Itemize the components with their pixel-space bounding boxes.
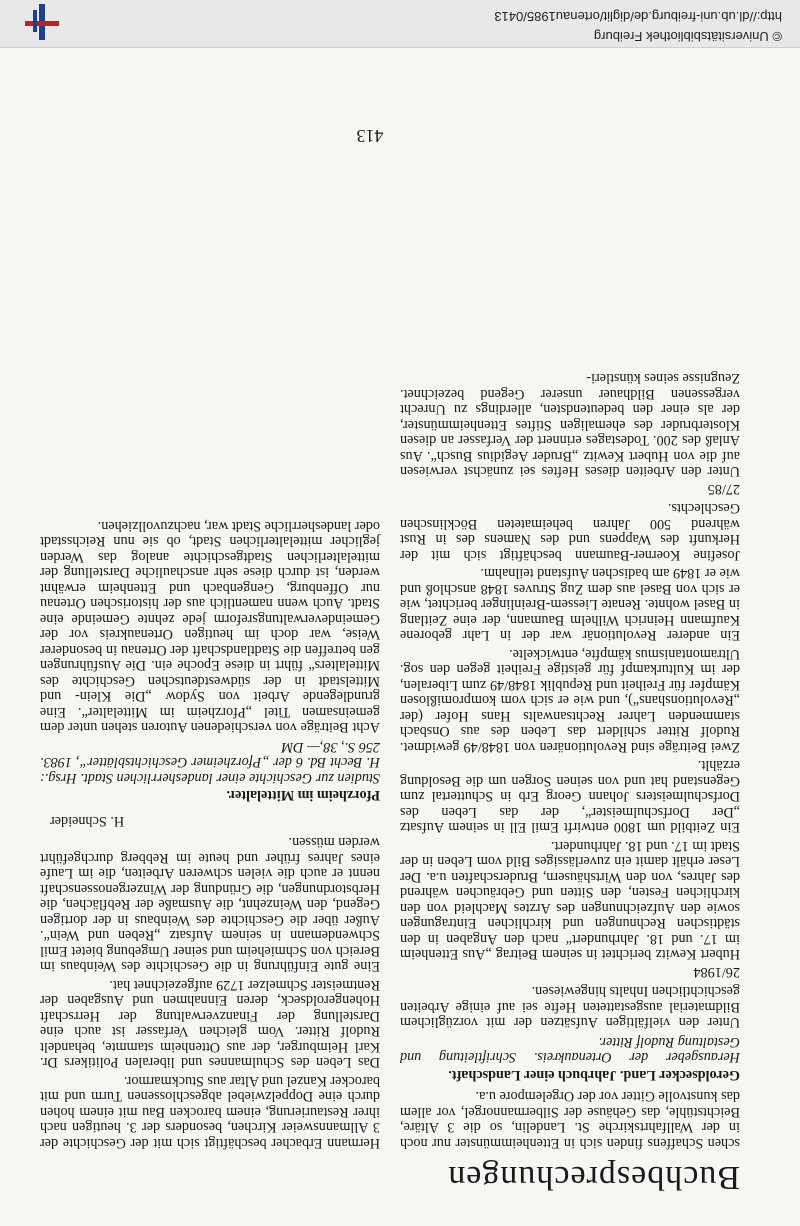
section-title: Buchbesprechungen	[447, 1159, 740, 1196]
review-geroldsecker-land	[400, 370, 740, 1082]
review-citation: Herausgeber der Ortenaukreis. Schriftleitung und Gestaltung Rudolf Ritter.	[400, 1034, 740, 1066]
paragraph: Das Leben des Schulmannes und liberalen Politikers Dr. Karl Heimburger, der aus Ottenheim stammte, behandelt Rudolf Ritter. Vom gleichen Verfasser ist auch eine Darstellung der Finanzverwaltung der Herrschaft Hohengeroldseck, deren Einnahmen und Ausgaben der Rentmeister Schmelzer 1729 aufgezeichnet hat.	[40, 977, 380, 1071]
paragraph: Ein anderer Revolutionär war der in Lahr geborene Kaufmann Heinrich Wilhelm Baumann, der eine Zeitlang in Basel wohnte. Renate Liessem-Breinlinger berichtet, wie er sich von Basel aus dem Zug Struves 1848 anschloß und wie er 1849 am badischen Aufstand teilnahm.	[400, 565, 740, 644]
volume-label: 26/1984	[693, 964, 740, 980]
review-citation: Studien zur Geschichte einer landesherrlichen Stadt. Hrsg.: H. Becht Bd. 6 der „Pforzheimer Geschichtsblätter“, 1983. 256 S., 38,— DM	[40, 739, 380, 786]
paragraph: Acht Beiträge von verschiedenen Autoren stehen unter dem gemeinsamen Titel „Pforzheim im Mittelalter“. Eine grundlegende Arbeit von Sydow „Die Klein- und Mittelstadt in der südwestdeutschen Geschichte des Mittelalters“ führt in diese Epoche ein. Die Ausführungen gen betreffen die Stadtlandschaft der Ortenau in besonderer Weise, war doch im heutigen Ortenaukreis vor der Gemeindeverwaltungsreform jede zehnte Gemeinde eine Stadt. Auch wenn namentlich aus der historischen Ortenau nur Offenburg, Gengenbach und Ettenheim erwähnt werden, ist durch diese sehr anschauliche Darstellung der mittelalterlichen Stadtgeschichte analog das Werden jeglicher mittelalterlichen Stadt, ob sie nun Reichsstadt oder landesherrliche Stadt war, nachzuvollziehen.	[40, 518, 380, 736]
paragraph: Hubert Kewitz berichtet in seinem Beitrag „Aus Ettenheim im 17. und 18. Jahrhundert“ nach den Angaben in den städtischen Rechnungen und kirchlichen Eintragungen sowie den Aufzeichnungen des Arztes Machleid von den kirchlichen Festen, den Sitten und Gebräuchen während des Jahres, von den Wirtshäusern, Bruderschaften u.a. Der Leser erhält damit ein zuverlässiges Bild vom Leben in der Stadt im 17. und 18. Jahrhundert.	[400, 838, 740, 963]
paragraph: Ein Zeitbild um 1800 entwirft Emil Ell in seinem Aufsatz „Der Dorfschulmeister“, der das Leben des Dorfschulmeisters Johann Georg Erb in Schuttertal zum Gegenstand hat und von seinen Sorgen um die Besoldung erzählt.	[400, 757, 740, 836]
left-column	[400, 150, 740, 1150]
paragraph: Josefine Koerner-Baumann beschäftigt sich mit der Herkunft des Wappens und des Namens des in Rust während 500 Jahren beheimateten Böcklinschen Geschlechts.	[400, 500, 740, 563]
paragraph: Eine gute Einführung in die Geschichte des Weinbaus im Bereich von Schmieheim und seiner Umgebung bietet Emil Schwendemann in seinem Aufsatz „Reben und Wein“. Außer über die Geschichte des Weinbaus in der dortigen Gegend, den Weinzehnt, die Ausmaße der Rebflächen, die Herbstordnungen, die Gründung der Winzergenossenschaft nennt er auch die vielen schweren Arbeiten, die im Laufe eines Jahres früher und heute im Rebberg durchgeführt werden müssen.	[40, 834, 380, 975]
university-logo-icon	[19, 4, 65, 40]
review-pforzheim	[40, 518, 380, 803]
paragraph: Unter den Arbeiten dieses Heftes sei zunächst verwiesen auf die von Hubert Kewitz „Bruder Aegidius Busch“. Aus Anlaß des 200. Todestages erinnert der Verfasser an diesen Klosterbruder des ehemaligen Stiftes Ettenheimmünster, der als einer den bedeutendsten, allerdings zu Unrecht vergessenen Bildhauer unserer Gegend bezeichnet. Zeugnisse seines künstleri-	[400, 370, 740, 480]
right-column	[40, 150, 380, 1150]
source-url[interactable]: http://dl.ub.uni-freiburg.de/diglit/ortenau1985/0413	[494, 9, 782, 24]
reviewer-signature: H. Schneider	[50, 813, 125, 829]
review-title: Geroldsecker Land. Jahrbuch einer Landschaft.	[448, 1067, 740, 1083]
review-title: Pforzheim im Mittelalter.	[226, 787, 380, 804]
volume-label: 27/85	[707, 481, 740, 497]
paragraph: Hermann Erbacher beschäftigt sich mit der Geschichte der 3 Allmannsweier Kirchen, besonders der 3. heutigen nach ihrer Restaurierung, einem barocken Bau mit einem hohen durch eine Doppelzwiebel abgeschlossenen Turm und mit barocker Kanzel und Altar aus Stuckmarmor.	[40, 1073, 380, 1151]
paragraph: Zwei Beiträge sind Revolutionären von 1848/49 gewidmet. Rudolf Ritter schildert das Leben des aus Onsbach stammenden Lahrer Rechtsanwalts Hans Hofer (der „Revolutionshans“), und wie er sich vom kompromißlosen Kämpfer für Freiheit und Republik 1848/49 zum Liberalen, der im Kulturkampf für geistige Freiheit gegen den sog. Ultramontanismus kämpfte, entwickelte.	[400, 646, 740, 755]
carryover-text: schen Schaffens finden sich in Ettenheimmünster nur noch in der Wallfahrtskirche St. Landelin, so die 3 Altäre, Beichtstühle, das Gehäuse der Silbermannorgel, vor allem das kunstvolle Gitter vor der Orgelempore u.a.	[400, 1088, 740, 1151]
library-credit: © Universitätsbibliothek Freiburg	[593, 29, 782, 44]
paragraph: Unter den vielfältigen Aufsätzen der mit vorzüglichem Bildmaterial ausgestatteten Hefte sei auf einige Arbeiten geschichtlichen Inhalts hingewiesen.	[400, 983, 740, 1031]
page-number: 413	[356, 126, 384, 146]
